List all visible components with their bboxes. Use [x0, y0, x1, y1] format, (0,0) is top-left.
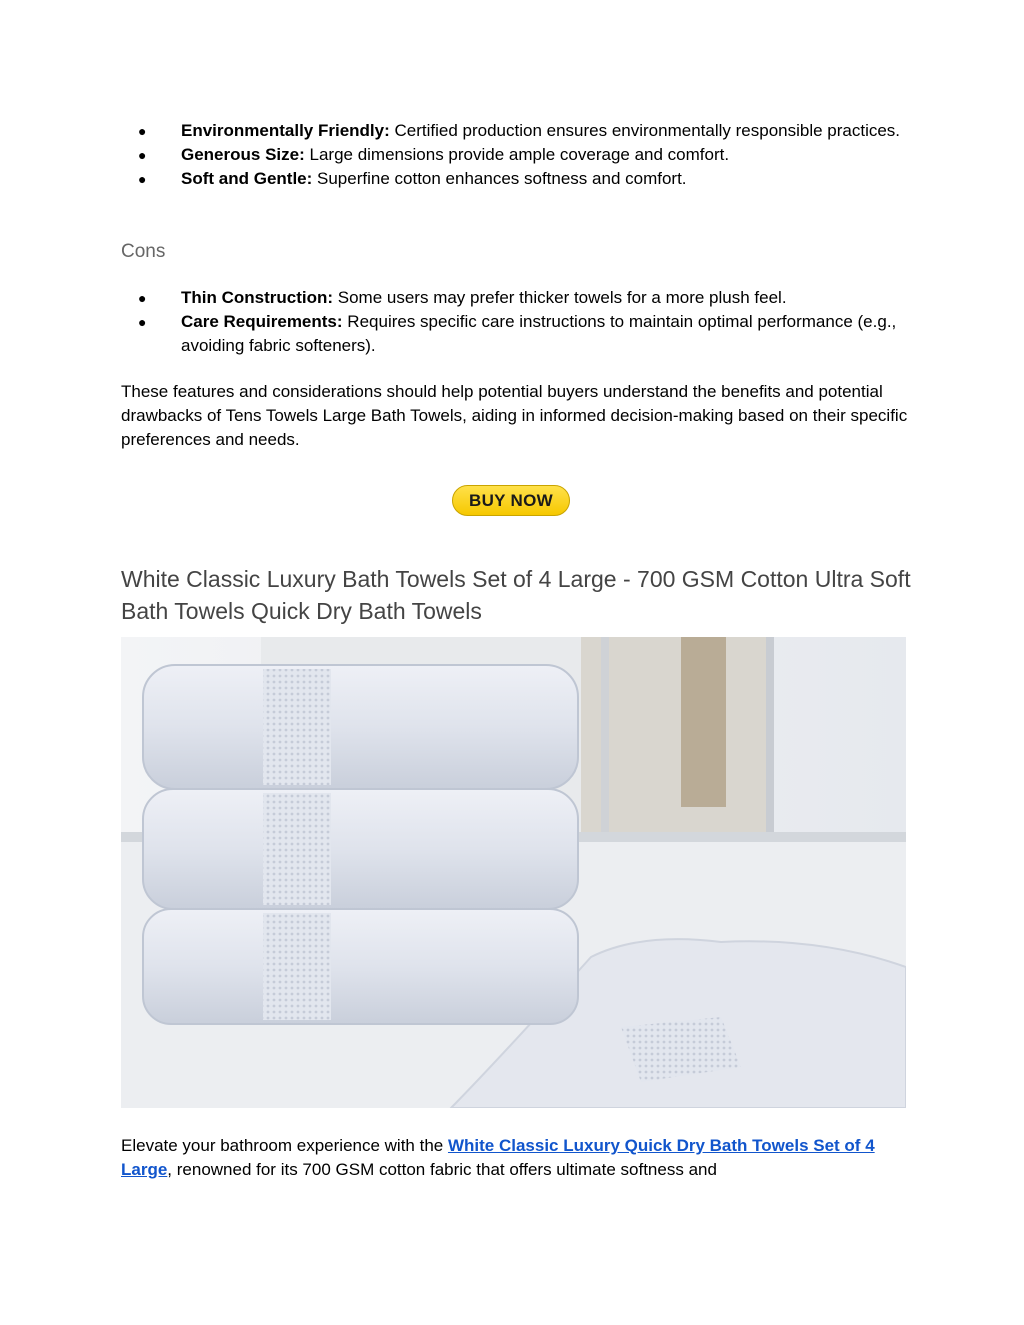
list-item-term: Generous Size: [181, 145, 305, 164]
list-item-term: Soft and Gentle: [181, 169, 313, 188]
intro-text-before: Elevate your bathroom experience with the [121, 1136, 448, 1155]
cons-list [121, 286, 911, 358]
bullet-icon: ● [138, 123, 147, 139]
summary-paragraph: These features and considerations should help potential buyers understand the benefits and potential drawbacks of Tens Towels Large Bath Towels, aiding in informed decision-making based on their specific preferences and needs. [121, 382, 908, 449]
list-item [121, 310, 911, 358]
product-photo [121, 637, 906, 1108]
product-title: White Classic Luxury Bath Towels Set of 4 Large - 700 GSM Cotton Ultra Soft Bath Towels Quick Dry Bath Towels [121, 566, 911, 624]
product-link[interactable]: White Classic Luxury Quick Dry Bath Towels Set of 4 Large [121, 1136, 875, 1179]
bullet-icon: ● [138, 171, 147, 187]
list-item [121, 167, 911, 191]
bullet-icon: ● [138, 290, 147, 306]
list-item-term: Care Requirements: [181, 312, 343, 331]
buy-now-button[interactable]: BUY NOW [452, 485, 570, 516]
list-item-text: Certified production ensures environmentally responsible practices. [394, 121, 901, 140]
bullet-icon: ● [138, 314, 147, 330]
list-item [121, 143, 911, 167]
list-item [121, 286, 911, 310]
intro-text-after: , renowned for its 700 GSM cotton fabric that offers ultimate softness and [167, 1160, 717, 1179]
list-item-text: Large dimensions provide ample coverage and comfort. [309, 145, 730, 164]
list-item-text: Superfine cotton enhances softness and comfort. [317, 169, 687, 188]
intro-paragraph [121, 1134, 911, 1182]
pros-list [121, 119, 911, 191]
list-item-term: Environmentally Friendly: [181, 121, 390, 140]
list-item-text: Requires specific care instructions to maintain optimal performance (e.g., avoiding fabric softeners). [181, 312, 897, 355]
list-item-term: Thin Construction: [181, 288, 334, 307]
bullet-icon: ● [138, 147, 147, 163]
cons-heading: Cons [121, 241, 166, 262]
list-item-text: Some users may prefer thicker towels for a more plush feel. [337, 288, 787, 307]
list-item [121, 119, 911, 143]
